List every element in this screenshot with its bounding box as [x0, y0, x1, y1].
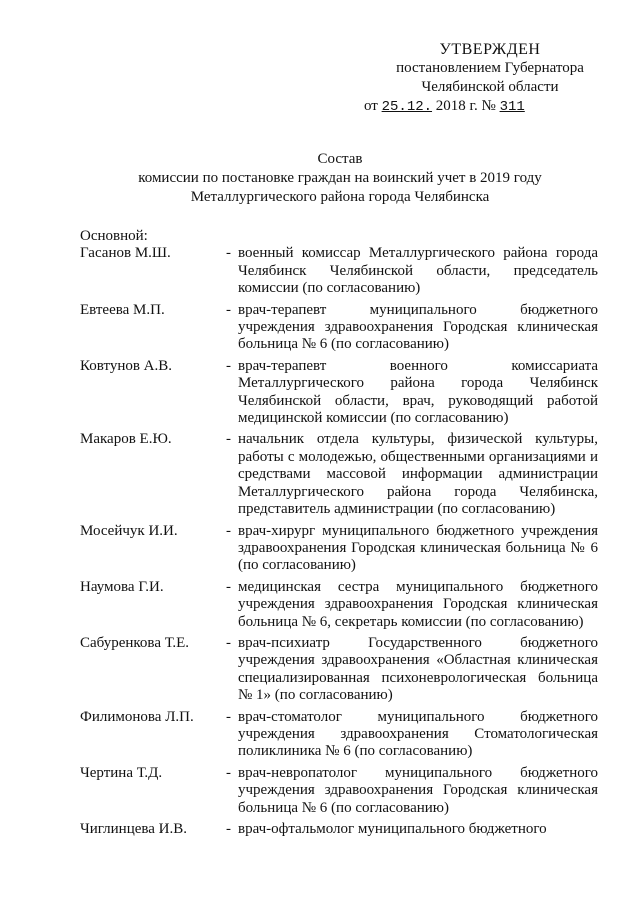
member-role: врач-офтальмолог муниципального бюджетного	[238, 821, 547, 837]
member-dash: -	[226, 634, 231, 651]
decree-number: 311	[499, 99, 525, 115]
member-row	[80, 579, 600, 631]
member-row	[80, 765, 600, 817]
member-name: Сабуренкова Т.Е.	[80, 634, 190, 651]
member-dash: -	[226, 431, 231, 448]
member-role: медицинская сестра муниципального бюджетного учреждения здравоохранения Городская клиническая больница № 6, секретарь комиссии (по согласованию)	[238, 578, 598, 630]
document-heading	[80, 150, 600, 207]
member-row	[80, 302, 600, 354]
member-row	[80, 245, 600, 297]
date-value: 25.12.	[381, 99, 433, 115]
member-dash: -	[226, 821, 231, 837]
member-name: Чертина Т.Д.	[80, 764, 163, 781]
members-list	[80, 228, 600, 842]
member-row	[80, 635, 600, 705]
member-dash: -	[226, 708, 231, 725]
member-name: Филимонова Л.П.	[80, 708, 194, 725]
member-row	[80, 431, 600, 518]
member-name: Наумова Г.И.	[80, 578, 164, 595]
member-role: врач-психиатр Государственного бюджетного учреждения здравоохранения «Областная клиническая специализированная психоневрологическая больница № 1» (по согласованию)	[238, 634, 598, 704]
member-row	[80, 523, 600, 575]
member-role: врач-хирург муниципального бюджетного учреждения здравоохранения Городская клиническая больница № 6 (по согласованию)	[238, 522, 598, 574]
date-prefix: от	[364, 98, 378, 114]
member-dash: -	[226, 245, 231, 262]
member-row	[80, 358, 600, 428]
member-dash: -	[226, 301, 231, 318]
member-role: начальник отдела культуры, физической культуры, работы с молодежью, общественными организациями и средствами массовой информации администрации Металлургического района города Челябинска, представитель администрации (по согласованию)	[238, 431, 598, 518]
member-row	[80, 709, 600, 761]
member-role: врач-стоматолог муниципального бюджетного учреждения здравоохранения Стоматологическая поликлиника № 6 (по согласованию)	[238, 708, 598, 760]
heading-district: Металлургического района города Челябинска	[190, 189, 490, 205]
member-role: врач-невропатолог муниципального бюджетного учреждения здравоохранения Городская клиническая больница № 6 (по согласованию)	[238, 764, 598, 816]
member-dash: -	[226, 578, 231, 595]
year-text: 2018 г. №	[435, 98, 496, 114]
member-dash: -	[226, 764, 231, 781]
member-name: Ковтунов А.В.	[80, 357, 173, 374]
approval-title: УТВЕРЖДЕН	[439, 41, 541, 58]
heading-title: Состав	[317, 151, 363, 167]
member-role: военный комиссар Металлургического района города Челябинск Челябинской области, председатель комиссии (по согласованию)	[238, 245, 598, 297]
heading-subtitle: комиссии по постановке граждан на воинский учет в 2019 году	[138, 170, 542, 186]
member-role: врач-терапевт муниципального бюджетного учреждения здравоохранения Городская клиническая больница № 6 (по согласованию)	[238, 301, 598, 353]
member-dash: -	[226, 522, 231, 539]
approval-line-decree: постановлением Губернатора	[396, 60, 584, 76]
member-row	[80, 821, 600, 838]
member-name: Евтеева М.П.	[80, 301, 165, 318]
member-name: Макаров Е.Ю.	[80, 431, 172, 448]
member-dash: -	[226, 357, 231, 374]
member-name: Гасанов М.Ш.	[80, 245, 171, 262]
member-role: врач-терапевт военного комиссариата Металлургического района города Челябинск Челябинской области, врач, руководящий работой медицинской комиссии (по согласованию)	[238, 357, 598, 427]
member-name: Мосейчук И.И.	[80, 522, 178, 539]
approval-block	[360, 40, 620, 117]
section-label: Основной:	[80, 228, 148, 244]
approval-date-line	[360, 97, 620, 117]
member-name: Чиглинцева И.В.	[80, 821, 188, 837]
approval-line-region: Челябинской области	[421, 79, 559, 95]
